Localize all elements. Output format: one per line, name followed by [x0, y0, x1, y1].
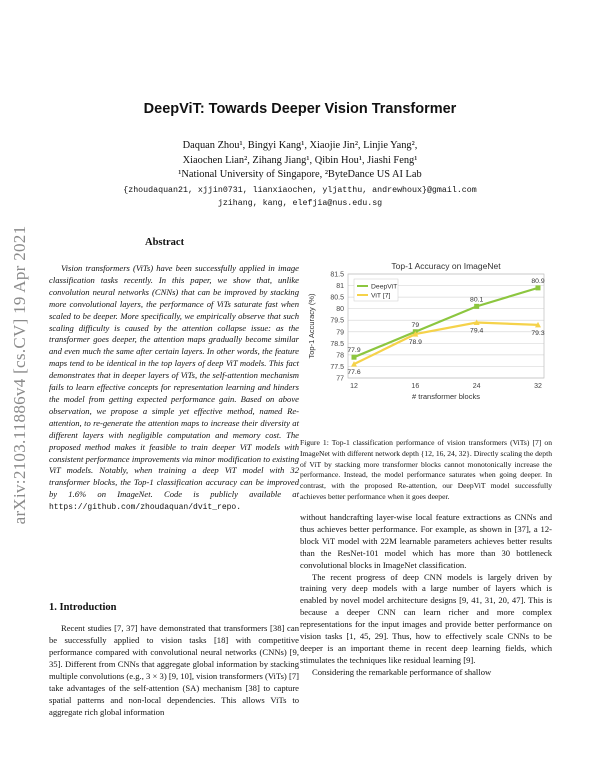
- arxiv-identifier: arXiv:2103.11886v4 [cs.CV] 19 Apr 2021: [10, 225, 29, 525]
- y-tick-label: 77: [336, 375, 344, 383]
- y-tick-label: 79: [336, 329, 344, 337]
- emails-line-1: {zhoudaquan21, xjjin0731, lianxiaochen, yljatthu, andrewhoux}@gmail.com: [123, 186, 477, 195]
- chart-title: Top-1 Accuracy on ImageNet: [391, 262, 501, 271]
- x-tick-label: 16: [411, 383, 420, 390]
- figure-1-chart: [300, 262, 552, 410]
- abstract-heading: Abstract: [145, 237, 185, 248]
- authors-line-2: Xiaochen Lian², Zihang Jiang¹, Qibin Hou¹, Jiashi Feng¹: [182, 154, 418, 166]
- data-point-deepvit: [352, 355, 357, 360]
- abstract-body: [49, 263, 299, 514]
- x-tick-label: 12: [350, 383, 358, 390]
- author-block: [90, 139, 510, 183]
- introduction-paragraph-1: Recent studies [7, 37] have demonstrated that transformers [38] can be successfully applied to vision tasks [18] with competitive performance compared with convolutional neural networks (CNNs) [9, 35]. Different from CNNs that aggregate global information by stacking multiple convolutions (e.g., 3 × 3) [9, 10], vision transformers (ViTs) [7] take advantages of the self-attention (SA) mechanism [38] to capture spatial patterns and non-local dependencies. This allows ViTs to aggregate rich global information: [49, 623, 299, 717]
- arxiv-sidebar-stamp: [8, 205, 32, 545]
- data-label: 79.3: [531, 329, 545, 337]
- legend-entry: ViT [7]: [371, 292, 391, 300]
- accuracy-line-chart: [300, 262, 552, 410]
- figure-1-caption: Figure 1: Top-1 classification performance of vision transformers (ViTs) [7] on ImageNet with different network depth {12, 16, 24, 32}. Directly scaling the depth of ViT by stacking more transformer blocks cannot monotonically increase the performance. Instead, the model performance saturates when going deeper. In contrast, with the proposed Re-attention, our DeepViT model successfully achieves better performance when it goes deeper.: [300, 438, 552, 501]
- right-paragraph-2: The recent progress of deep CNN models is largely driven by training very deep models with a large number of layers which is enabled by novel model architecture designs [9, 41, 31, 20, 47]. This is because a deeper CNN can learn richer and more complex representations for the input images and provide better performance on vision tasks [1, 45, 29]. Thus, how to effectively scale CNNs to be deeper is an important theme in recent deep learning fields, which stimulates the techniques like residual learning [9].: [300, 571, 552, 665]
- y-tick-label: 81.5: [330, 271, 344, 279]
- right-paragraph-1: without handcrafting layer-wise local feature extractions as CNNs and thus achieves better performance. For example, as shown in [37], a 12-block ViT model with 22M learnable parameters achieves better results than the ResNet-101 model which has more than 30 bottleneck convolutional blocks in ImageNet classification.: [300, 512, 552, 570]
- x-tick-label: 24: [472, 383, 481, 390]
- paper-title: DeepViT: Towards Deeper Vision Transformer: [143, 101, 457, 117]
- data-label: 79.4: [470, 327, 484, 335]
- y-tick-label: 77.5: [330, 363, 344, 371]
- emails-line-2: jzihang, kang, elefjia@nus.edu.sg: [217, 199, 383, 208]
- introduction-heading: 1. Introduction: [49, 602, 117, 613]
- data-label: 80.1: [470, 296, 484, 304]
- authors-line-1: Daquan Zhou¹, Bingyi Kang¹, Xiaojie Jin², Linjie Yang²,: [182, 140, 418, 151]
- y-tick-label: 81: [336, 283, 344, 291]
- email-block: [60, 184, 540, 210]
- data-point-deepvit: [536, 285, 541, 290]
- data-label: 77.9: [347, 347, 361, 355]
- y-axis-label: Top-1 Accuracy (%): [307, 293, 316, 359]
- data-label: 80.9: [531, 277, 545, 285]
- x-axis-label: # transformer blocks: [412, 392, 480, 401]
- data-label: 77.6: [347, 369, 361, 377]
- y-tick-label: 78: [336, 352, 344, 360]
- y-tick-label: 79.5: [330, 317, 344, 325]
- data-label: 79: [411, 321, 420, 329]
- data-label: 78.9: [408, 339, 422, 347]
- data-point-deepvit: [474, 304, 479, 309]
- y-tick-label: 80: [336, 306, 344, 314]
- y-tick-label: 80.5: [330, 294, 344, 302]
- code-link[interactable]: https://github.com/zhoudaquan/dvit_repo.: [49, 503, 242, 513]
- affiliations: ¹National University of Singapore, ²ByteDance US AI Lab: [178, 169, 422, 180]
- abstract-text: Vision transformers (ViTs) have been successfully applied in image classification tasks recently. In this paper, we show that, unlike convolution neural networks (CNNs) that can be improved by stacking more convolutional layers, the performance of ViTs saturate fast when scaled to be deeper. More specifically, we empirically observe that such scaling difficulty is caused by the attention collapse issue: as the transformer goes deeper, the attention maps gradually become similar and even much the same after certain layers. In other words, the feature maps tend to be identical in the top layers of deep ViT models. This fact demonstrates that in deeper layers of ViTs, the self-attention mechanism fails to learn effective concepts for representation learning and hinders the model from getting expected performance gain. Based on above observation, we propose a simple yet effective method, named Re-attention, to re-generate the attention maps to increase their diversity at different layers with negligible computation and memory cost. The proposed method makes it feasible to train deeper ViT models with consistent performance improvements via minor modification to existing ViT models. Notably, when training a deep ViT model with 32 transformer blocks, the Top-1 classification accuracy can be improved by 1.6% on ImageNet. Code is publicly available at: [49, 263, 299, 500]
- legend-entry: DeepViT: [371, 283, 398, 291]
- introduction-body: [49, 622, 299, 718]
- right-paragraph-3: Considering the remarkable performance of shallow: [312, 666, 492, 677]
- x-tick-label: 32: [534, 383, 542, 390]
- y-tick-label: 78.5: [330, 340, 344, 348]
- right-column-body: [300, 512, 552, 679]
